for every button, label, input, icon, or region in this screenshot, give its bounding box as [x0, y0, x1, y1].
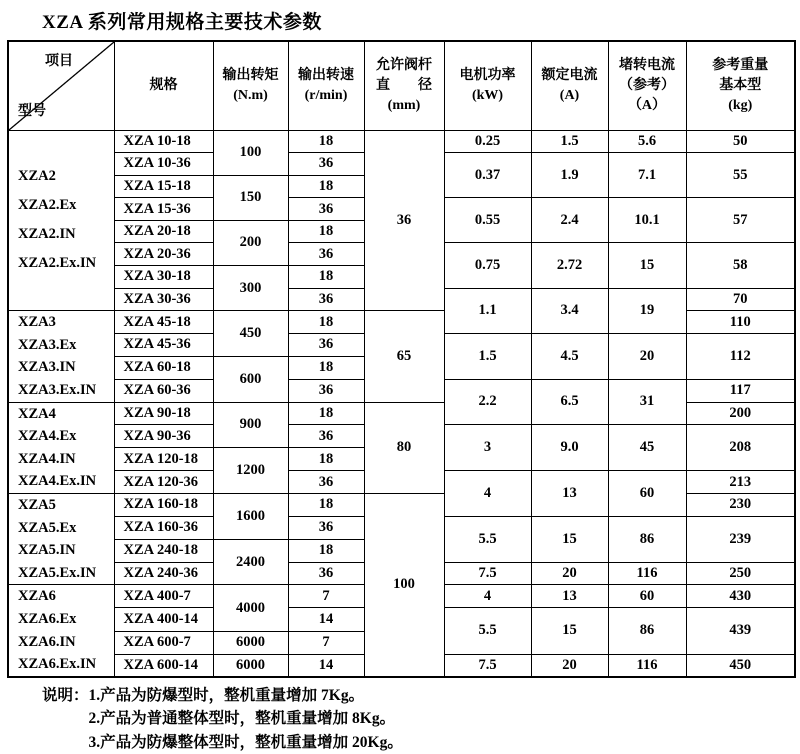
motor-power-cell: 5.5 — [444, 607, 531, 654]
weight-cell: 117 — [686, 379, 795, 402]
motor-power-cell: 0.37 — [444, 153, 531, 198]
model-cell: XZA5 XZA5.Ex XZA5.IN XZA5.Ex.IN — [8, 494, 114, 585]
spec-cell: XZA 60-18 — [114, 356, 213, 379]
stem-diameter-cell: 80 — [364, 402, 444, 493]
rated-current-cell: 2.72 — [531, 243, 608, 288]
locked-rotor-current-cell: 31 — [608, 379, 686, 425]
speed-cell: 36 — [288, 425, 364, 448]
rated-current-cell: 6.5 — [531, 379, 608, 425]
header-spec: 规格 — [114, 41, 213, 130]
rated-current-cell: 2.4 — [531, 198, 608, 243]
locked-rotor-current-cell: 20 — [608, 333, 686, 379]
spec-cell: XZA 240-18 — [114, 539, 213, 562]
speed-cell: 36 — [288, 243, 364, 266]
rated-current-cell: 20 — [531, 562, 608, 585]
spec-cell: XZA 120-18 — [114, 448, 213, 471]
weight-cell: 58 — [686, 243, 795, 288]
torque-cell: 2400 — [213, 539, 288, 585]
header-locked-rotor-current: 堵转电流 （参考） （A） — [608, 41, 686, 130]
note-item-2: 2.产品为普通整体型时，整机重量增加 8Kg。 — [88, 710, 396, 728]
speed-cell: 36 — [288, 562, 364, 585]
speed-cell: 14 — [288, 654, 364, 677]
model-cell: XZA2 XZA2.Ex XZA2.IN XZA2.Ex.IN — [8, 130, 114, 311]
rated-current-cell: 15 — [531, 607, 608, 654]
locked-rotor-current-cell: 86 — [608, 516, 686, 562]
weight-cell: 57 — [686, 198, 795, 243]
weight-cell: 112 — [686, 333, 795, 379]
speed-cell: 36 — [288, 333, 364, 356]
header-stem-diameter: 允许阀杆 直 径 (mm) — [364, 41, 444, 130]
model-cell: XZA4 XZA4.Ex XZA4.IN XZA4.Ex.IN — [8, 402, 114, 493]
locked-rotor-current-cell: 60 — [608, 471, 686, 517]
spec-cell: XZA 30-36 — [114, 288, 213, 311]
locked-rotor-current-cell: 19 — [608, 288, 686, 333]
note-item-3: 3.产品为防爆整体型时，整机重量增加 20Kg。 — [88, 733, 403, 751]
weight-cell: 50 — [686, 130, 795, 153]
rated-current-cell: 9.0 — [531, 425, 608, 471]
spec-cell: XZA 90-18 — [114, 402, 213, 425]
spec-cell: XZA 15-18 — [114, 175, 213, 198]
rated-current-cell: 1.9 — [531, 153, 608, 198]
torque-cell: 100 — [213, 130, 288, 175]
speed-cell: 18 — [288, 130, 364, 153]
stem-diameter-cell: 36 — [364, 130, 444, 311]
speed-cell: 18 — [288, 539, 364, 562]
note-item-1: 1.产品为防爆型时，整机重量增加 7Kg。 — [88, 686, 365, 704]
spec-cell: XZA 45-36 — [114, 333, 213, 356]
spec-cell: XZA 600-14 — [114, 654, 213, 677]
rated-current-cell: 20 — [531, 654, 608, 677]
header-weight: 参考重量 基本型 (kg) — [686, 41, 795, 130]
weight-cell: 70 — [686, 288, 795, 311]
page-title: XZA 系列常用规格主要技术参数 — [42, 12, 322, 33]
weight-cell: 430 — [686, 585, 795, 608]
weight-cell: 230 — [686, 494, 795, 517]
spec-cell: XZA 10-36 — [114, 153, 213, 176]
locked-rotor-current-cell: 60 — [608, 585, 686, 608]
rated-current-cell: 4.5 — [531, 333, 608, 379]
locked-rotor-current-cell: 116 — [608, 654, 686, 677]
torque-cell: 6000 — [213, 632, 288, 655]
spec-cell: XZA 15-36 — [114, 198, 213, 221]
spec-cell: XZA 160-36 — [114, 516, 213, 539]
weight-cell: 250 — [686, 562, 795, 585]
corner-header-cell — [8, 41, 114, 130]
locked-rotor-current-cell: 7.1 — [608, 153, 686, 198]
speed-cell: 36 — [288, 288, 364, 311]
torque-cell: 900 — [213, 402, 288, 448]
motor-power-cell: 0.25 — [444, 130, 531, 153]
locked-rotor-current-cell: 116 — [608, 562, 686, 585]
rated-current-cell: 13 — [531, 585, 608, 608]
spec-cell: XZA 240-36 — [114, 562, 213, 585]
motor-power-cell: 7.5 — [444, 654, 531, 677]
locked-rotor-current-cell: 45 — [608, 425, 686, 471]
table-row — [8, 130, 795, 153]
speed-cell: 7 — [288, 585, 364, 608]
spec-cell: XZA 160-18 — [114, 494, 213, 517]
locked-rotor-current-cell: 5.6 — [608, 130, 686, 153]
speed-cell: 18 — [288, 402, 364, 425]
torque-cell: 300 — [213, 266, 288, 311]
motor-power-cell: 5.5 — [444, 516, 531, 562]
spec-cell: XZA 120-36 — [114, 471, 213, 494]
stem-diameter-cell: 65 — [364, 311, 444, 402]
spec-cell: XZA 90-36 — [114, 425, 213, 448]
motor-power-cell: 1.5 — [444, 333, 531, 379]
torque-cell: 1600 — [213, 494, 288, 540]
rated-current-cell: 13 — [531, 471, 608, 517]
model-cell: XZA6 XZA6.Ex XZA6.IN XZA6.Ex.IN — [8, 585, 114, 677]
motor-power-cell: 4 — [444, 471, 531, 517]
motor-power-cell: 2.2 — [444, 379, 531, 425]
motor-power-cell: 0.75 — [444, 243, 531, 288]
corner-label-top: 项目 — [45, 54, 73, 69]
speed-cell: 36 — [288, 198, 364, 221]
header-motor-power: 电机功率 (kW) — [444, 41, 531, 130]
speed-cell: 36 — [288, 471, 364, 494]
header-torque: 输出转矩 (N.m) — [213, 41, 288, 130]
spec-cell: XZA 45-18 — [114, 311, 213, 334]
weight-cell: 55 — [686, 153, 795, 198]
motor-power-cell: 1.1 — [444, 288, 531, 333]
motor-power-cell: 4 — [444, 585, 531, 608]
speed-cell: 18 — [288, 220, 364, 243]
torque-cell: 6000 — [213, 654, 288, 677]
speed-cell: 36 — [288, 153, 364, 176]
spec-cell: XZA 600-7 — [114, 632, 213, 655]
spec-cell: XZA 400-7 — [114, 585, 213, 608]
torque-cell: 200 — [213, 220, 288, 265]
weight-cell: 450 — [686, 654, 795, 677]
spec-table — [7, 40, 796, 678]
speed-cell: 7 — [288, 632, 364, 655]
motor-power-cell: 0.55 — [444, 198, 531, 243]
stem-diameter-cell: 100 — [364, 494, 444, 677]
weight-cell: 213 — [686, 471, 795, 494]
locked-rotor-current-cell: 10.1 — [608, 198, 686, 243]
header-row — [8, 41, 795, 130]
speed-cell: 18 — [288, 448, 364, 471]
spec-cell: XZA 10-18 — [114, 130, 213, 153]
torque-cell: 1200 — [213, 448, 288, 494]
header-rated-current: 额定电流 (A) — [531, 41, 608, 130]
weight-cell: 208 — [686, 425, 795, 471]
weight-cell: 239 — [686, 516, 795, 562]
notes-label: 说明： — [42, 686, 89, 704]
torque-cell: 450 — [213, 311, 288, 357]
speed-cell: 18 — [288, 266, 364, 289]
notes — [42, 684, 800, 754]
rated-current-cell: 3.4 — [531, 288, 608, 333]
speed-cell: 18 — [288, 311, 364, 334]
speed-cell: 14 — [288, 607, 364, 631]
speed-cell: 18 — [288, 175, 364, 198]
torque-cell: 4000 — [213, 585, 288, 632]
weight-cell: 200 — [686, 402, 795, 425]
rated-current-cell: 15 — [531, 516, 608, 562]
spec-cell: XZA 400-14 — [114, 607, 213, 631]
corner-label-bottom: 型号 — [18, 103, 46, 119]
locked-rotor-current-cell: 86 — [608, 607, 686, 654]
locked-rotor-current-cell: 15 — [608, 243, 686, 288]
speed-cell: 18 — [288, 494, 364, 517]
spec-cell: XZA 20-36 — [114, 243, 213, 266]
torque-cell: 600 — [213, 356, 288, 402]
speed-cell: 18 — [288, 356, 364, 379]
header-speed: 输出转速 (r/min) — [288, 41, 364, 130]
spec-cell: XZA 60-36 — [114, 379, 213, 402]
spec-cell: XZA 20-18 — [114, 220, 213, 243]
torque-cell: 150 — [213, 175, 288, 220]
speed-cell: 36 — [288, 379, 364, 402]
weight-cell: 439 — [686, 607, 795, 654]
notes-items — [89, 684, 403, 754]
motor-power-cell: 7.5 — [444, 562, 531, 585]
model-cell: XZA3 XZA3.Ex XZA3.IN XZA3.Ex.IN — [8, 311, 114, 402]
spec-cell: XZA 30-18 — [114, 266, 213, 289]
rated-current-cell: 1.5 — [531, 130, 608, 153]
speed-cell: 36 — [288, 516, 364, 539]
weight-cell: 110 — [686, 311, 795, 334]
motor-power-cell: 3 — [444, 425, 531, 471]
